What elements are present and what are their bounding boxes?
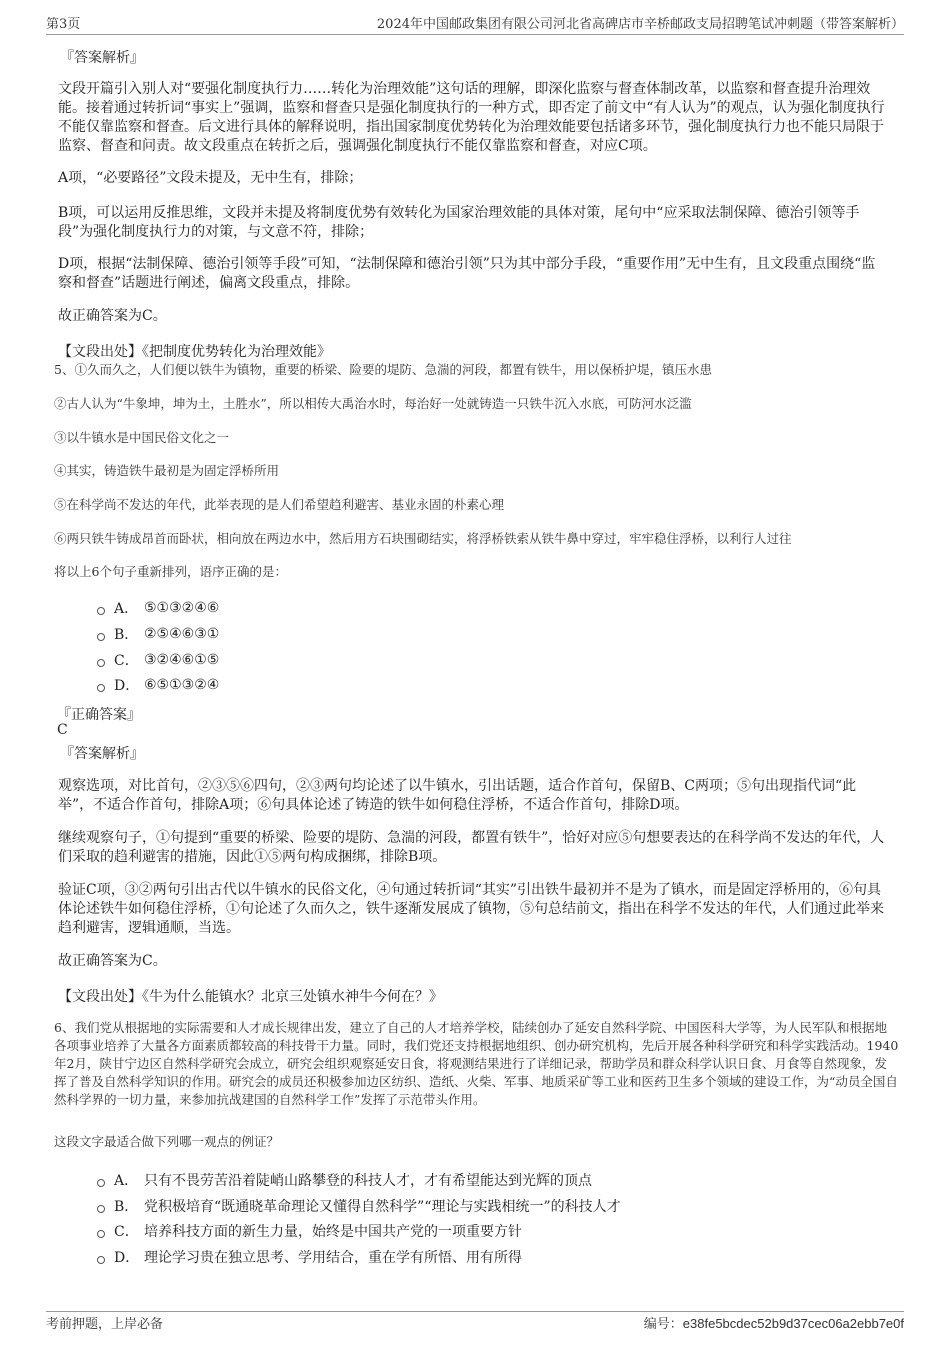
option-key: B． [114,627,139,643]
q4-answer-conclusion: 故正确答案为C。 [58,308,167,324]
option-key: A． [114,1173,139,1189]
option-text: ⑤①③②④⑥ [144,600,220,616]
q4-analysis-paragraph-1: 文段开篇引入别人对“要强化制度执行力……转化为治理效能”这句话的理解，即深化监察与督查体制改革，以监察和督查提升治理效能。接着通过转折词“事实上”强调，监察和督查只是强化制度执行的一种方式，即否定了前文中“有人认为”的观点，认为强化制度执行不能仅靠监察和督查。后文进行具体的解释说明，指出国家制度优势转化为治理效能要包括诸多环节，强化制度执行力也不能只局限于监察、督查和问责。故文段重点在转折之后，强调强化制度执行不能仅靠监察和督查，对应C项。 [58,81,885,154]
q5-analysis-label: 『答案解析』 [60,746,144,762]
option-text: ⑥⑤①③②④ [144,677,220,693]
option-text: ③②④⑥①⑤ [144,652,220,668]
q6-option-a[interactable] [97,1170,592,1190]
page-number: 第3页 [46,17,81,32]
option-key: B． [114,1199,139,1215]
option-text: 理论学习贵在独立思考、学用结合，重在学有所悟、用有所得 [144,1250,522,1266]
option-key: C． [114,653,139,669]
q5-answer-conclusion: 故正确答案为C。 [58,953,167,969]
footer-slogan: 考前押题，上岸必备 [46,1317,164,1332]
q5-option-c[interactable] [97,650,219,670]
page-footer [46,1311,904,1332]
q4-analysis-paragraph-2: A项，“必要路径”文段未提及，无中生有，排除； [58,170,363,186]
q6-stem: 6、我们党从根据地的实际需要和人才成长规律出发，建立了自己的人才培养学校，陆续创办了延安自然科学院、中国医科大学等，为人民军队和根据地各项事业培养了大量各方面素质都较高的科技骨干力量。同时，我们党还支持根据地组织、创办研究机构，先后开展各种科学研究和科学实践活动。1940年2月，陕甘宁边区自然科学研究会成立，研究会组织观察延安日食，将观测结果进行了详细记录，帮助学员和群众科学认识日食、月食等自然现象，发挥了普及自然科学知识的作用。研究会的成员还积极参加边区纺织、造纸、火柴、军事、地质采矿等工业和医药卫生多个领域的建设工作，为“动员全国自然科学界的一切力量，来参加抗战建国的自然科学工作”发挥了示范带头作用。 [54,1020,899,1107]
q6-option-b[interactable] [97,1196,621,1216]
q4-analysis-paragraph-4: D项，根据“法制保障、德治引领等手段”可知，“法制保障和德治引领”只为其中部分手段，“重要作用”无中生有，且文段重点围绕“监察和督查”话题进行阐述，偏离文段重点，排除。 [58,256,876,291]
q5-sentence-1: 5、①久而久之，人们便以铁牛为镇物，重要的桥梁、险要的堤防、急湍的河段，都置有铁牛，用以保桥护堤，镇压水患 [54,362,712,377]
option-text: 培养科技方面的新生力量，始终是中国共产党的一项重要方针 [144,1224,522,1240]
option-key: C． [114,1224,139,1240]
q5-sentence-6: ⑥两只铁牛铸成昂首而卧状，相向放在两边水中，然后用方石块围砌结实，将浮桥铁索从铁牛鼻中穿过，牢牢稳住浮桥，以利行人过往 [54,531,792,546]
q6-option-d[interactable] [97,1247,522,1267]
q5-analysis-paragraph-2: 继续观察句子，①句提到“重要的桥梁、险要的堤防、急湍的河段，都置有铁牛”，恰好对应⑤句想要表达的在科学尚不发达的年代，人们采取的趋利避害的措施，因此①⑤两句构成捆绑，排除B项。 [58,830,885,865]
q5-analysis-paragraph-3: 验证C项，③②两句引出古代以牛镇水的民俗文化，④句通过转折词“其实”引出铁牛最初并不是为了镇水，而是固定浮桥用的，⑥句具体论述铁牛如何稳住浮桥，①句论述了久而久之，铁牛逐渐发展成了镇物，⑤句总结前文，指出在科学不发达的年代，人们通过此举来趋利避害，逻辑通顺，当选。 [58,882,884,936]
q5-answer: C [57,722,68,738]
document-code-label: 编号： [643,1317,683,1332]
option-key: D． [114,1250,140,1266]
radio-icon[interactable] [97,607,105,615]
option-text: ②⑤④⑥③① [144,626,220,642]
q5-option-d[interactable] [97,675,219,695]
q5-sentence-2: ②古人认为“牛象坤，坤为土，土胜水”，所以相传大禹治水时，每治好一处就铸造一只铁牛沉入水底，可防河水泛滥 [54,396,692,411]
radio-icon[interactable] [97,1256,105,1264]
q5-analysis-paragraph-1: 观察选项，对比首句，②③⑤⑥四句，②③两句均论述了以牛镇水，引出话题，适合作首句，保留B、C两项；⑤句出现指代词“此举”，不适合作首句，排除A项；⑥句具体论述了铸造的铁牛如何稳住浮桥，不适合作首句，排除D项。 [58,778,857,813]
radio-icon[interactable] [97,684,105,692]
q5-option-a[interactable] [97,598,219,618]
option-key: A． [114,601,139,617]
radio-icon[interactable] [97,1205,105,1213]
document-title: 2024年中国邮政集团有限公司河北省高碑店市辛桥邮政支局招聘笔试冲刺题（带答案解析） [376,17,904,32]
q5-option-b[interactable] [97,624,219,644]
q4-analysis-paragraph-3: B项，可以运用反推思维，文段并未提及将制度优势有效转化为国家治理效能的具体对策，尾句中“应采取法制保障、德治引领等手段”为强化制度执行力的对策，与文意不符，排除； [58,205,860,240]
option-key: D． [114,678,140,694]
option-text: 党积极培育“既通晓革命理论又懂得自然科学”“理论与实践相统一”的科技人才 [144,1199,621,1215]
page-header [46,14,904,35]
q5-sentence-3: ③以牛镇水是中国民俗文化之一 [54,430,230,445]
q5-sentence-5: ⑤在科学尚不发达的年代，此举表现的是人们希望趋利避害、基业永固的朴素心理 [54,497,505,512]
q5-answer-label: 『正确答案』 [57,707,141,723]
radio-icon[interactable] [97,1179,105,1187]
document-code-value: e38fe5bcdec52b9d37cec06a2ebb7e0f [682,1316,904,1331]
radio-icon[interactable] [97,1230,105,1238]
radio-icon[interactable] [97,659,105,667]
q5-source: 【文段出处】《牛为什么能镇水？北京三处镇水神牛今何在？》 [58,989,443,1005]
q4-analysis-label: 『答案解析』 [60,50,144,66]
q5-sentence-4: ④其实，铸造铁牛最初是为固定浮桥所用 [54,463,280,478]
q4-source: 【文段出处】《把制度优势转化为治理效能》 [58,344,331,360]
option-text: 只有不畏劳苦沿着陡峭山路攀登的科技人才，才有希望能达到光辉的顶点 [144,1173,592,1189]
q5-prompt: 将以上6个句子重新排列，语序正确的是： [54,564,287,579]
q6-option-c[interactable] [97,1221,522,1241]
q6-prompt: 这段文字最适合做下列哪一观点的例证？ [54,1134,280,1149]
radio-icon[interactable] [97,633,105,641]
document-code [644,1313,904,1332]
